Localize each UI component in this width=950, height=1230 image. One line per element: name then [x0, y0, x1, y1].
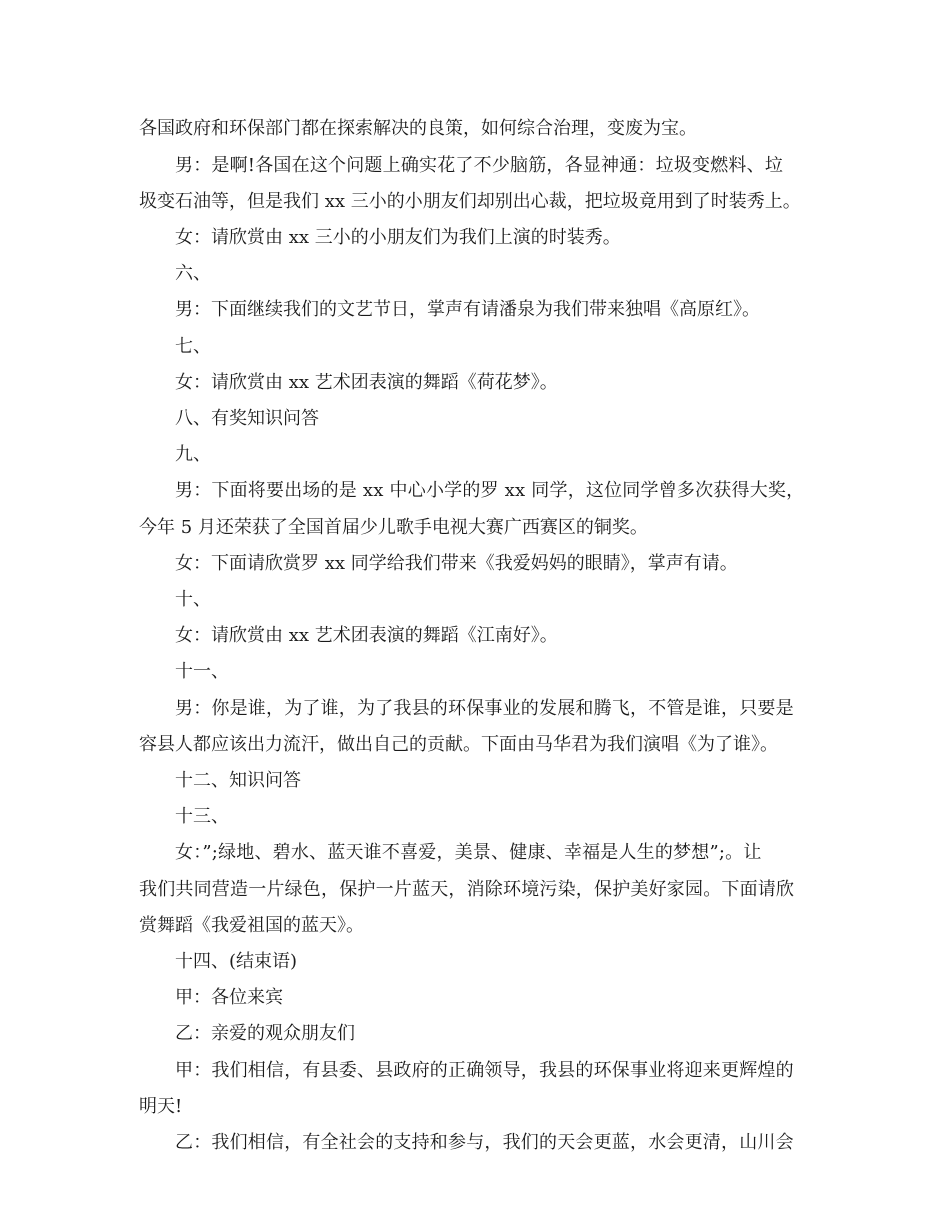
section-heading: 十一、 [175, 661, 229, 682]
section-heading: 七、 [175, 336, 211, 357]
text-line: 男：你是谁，为了谁，为了我县的环保事业的发展和腾飞，不管是谁，只要是 [175, 698, 794, 719]
text-line: 男：是啊!各国在这个问题上确实花了不少脑筋，各显神通：垃圾变燃料、垃 [175, 155, 784, 176]
text-line: 女：请欣赏由 xx 艺术团表演的舞蹈《荷花梦》。 [175, 372, 558, 393]
text-line: 女：”;绿地、碧水、蓝天谁不喜爱，美景、健康、幸福是人生的梦想”;。让 [175, 842, 762, 863]
section-heading: 六、 [175, 263, 211, 284]
section-heading: 十四、(结束语) [175, 951, 298, 972]
text-line: 明天! [139, 1096, 183, 1117]
section-heading: 八、有奖知识问答 [175, 408, 319, 429]
section-heading: 十、 [175, 589, 211, 610]
text-line: 我们共同营造一片绿色，保护一片蓝天，消除环境污染，保护美好家园。下面请欣 [139, 879, 795, 900]
section-heading: 十三、 [175, 806, 229, 827]
text-line: 乙：我们相信，有全社会的支持和参与，我们的天会更蓝，水会更清，山川会 [175, 1132, 794, 1153]
text-line: 男：下面继续我们的文艺节日，掌声有请潘泉为我们带来独唱《高原红》。 [175, 299, 760, 320]
text-line: 甲：各位来宾 [175, 987, 283, 1008]
section-heading: 十二、知识问答 [175, 770, 301, 791]
section-heading: 九、 [175, 444, 211, 465]
text-line: 各国政府和环保部门都在探索解决的良策，如何综合治理，变废为宝。 [139, 118, 697, 139]
text-line: 男：下面将要出场的是 xx 中心小学的罗 xx 同学，这位同学曾多次获得大奖， [175, 480, 805, 501]
text-line: 今年 5 月还荣获了全国首届少儿歌手电视大赛广西赛区的铜奖。 [139, 517, 648, 538]
text-line: 女：请欣赏由 xx 三小的小朋友们为我们上演的时装秀。 [175, 227, 621, 248]
text-line: 女：下面请欣赏罗 xx 同学给我们带来《我爱妈妈的眼睛》，掌声有请。 [175, 553, 738, 574]
text-line: 女：请欣赏由 xx 艺术团表演的舞蹈《江南好》。 [175, 625, 558, 646]
text-line: 甲：我们相信，有县委、县政府的正确领导，我县的环保事业将迎来更辉煌的 [175, 1060, 794, 1081]
text-line: 乙：亲爱的观众朋友们 [175, 1023, 355, 1044]
text-line: 容县人都应该出力流汗，做出自己的贡献。下面由马华君为我们演唱《为了谁》。 [139, 734, 778, 755]
text-line: 圾变石油等，但是我们 xx 三小的小朋友们却别出心裁，把垃圾竟用到了时装秀上。 [139, 191, 801, 212]
text-line: 赏舞蹈《我爱祖国的蓝天》。 [139, 915, 364, 936]
